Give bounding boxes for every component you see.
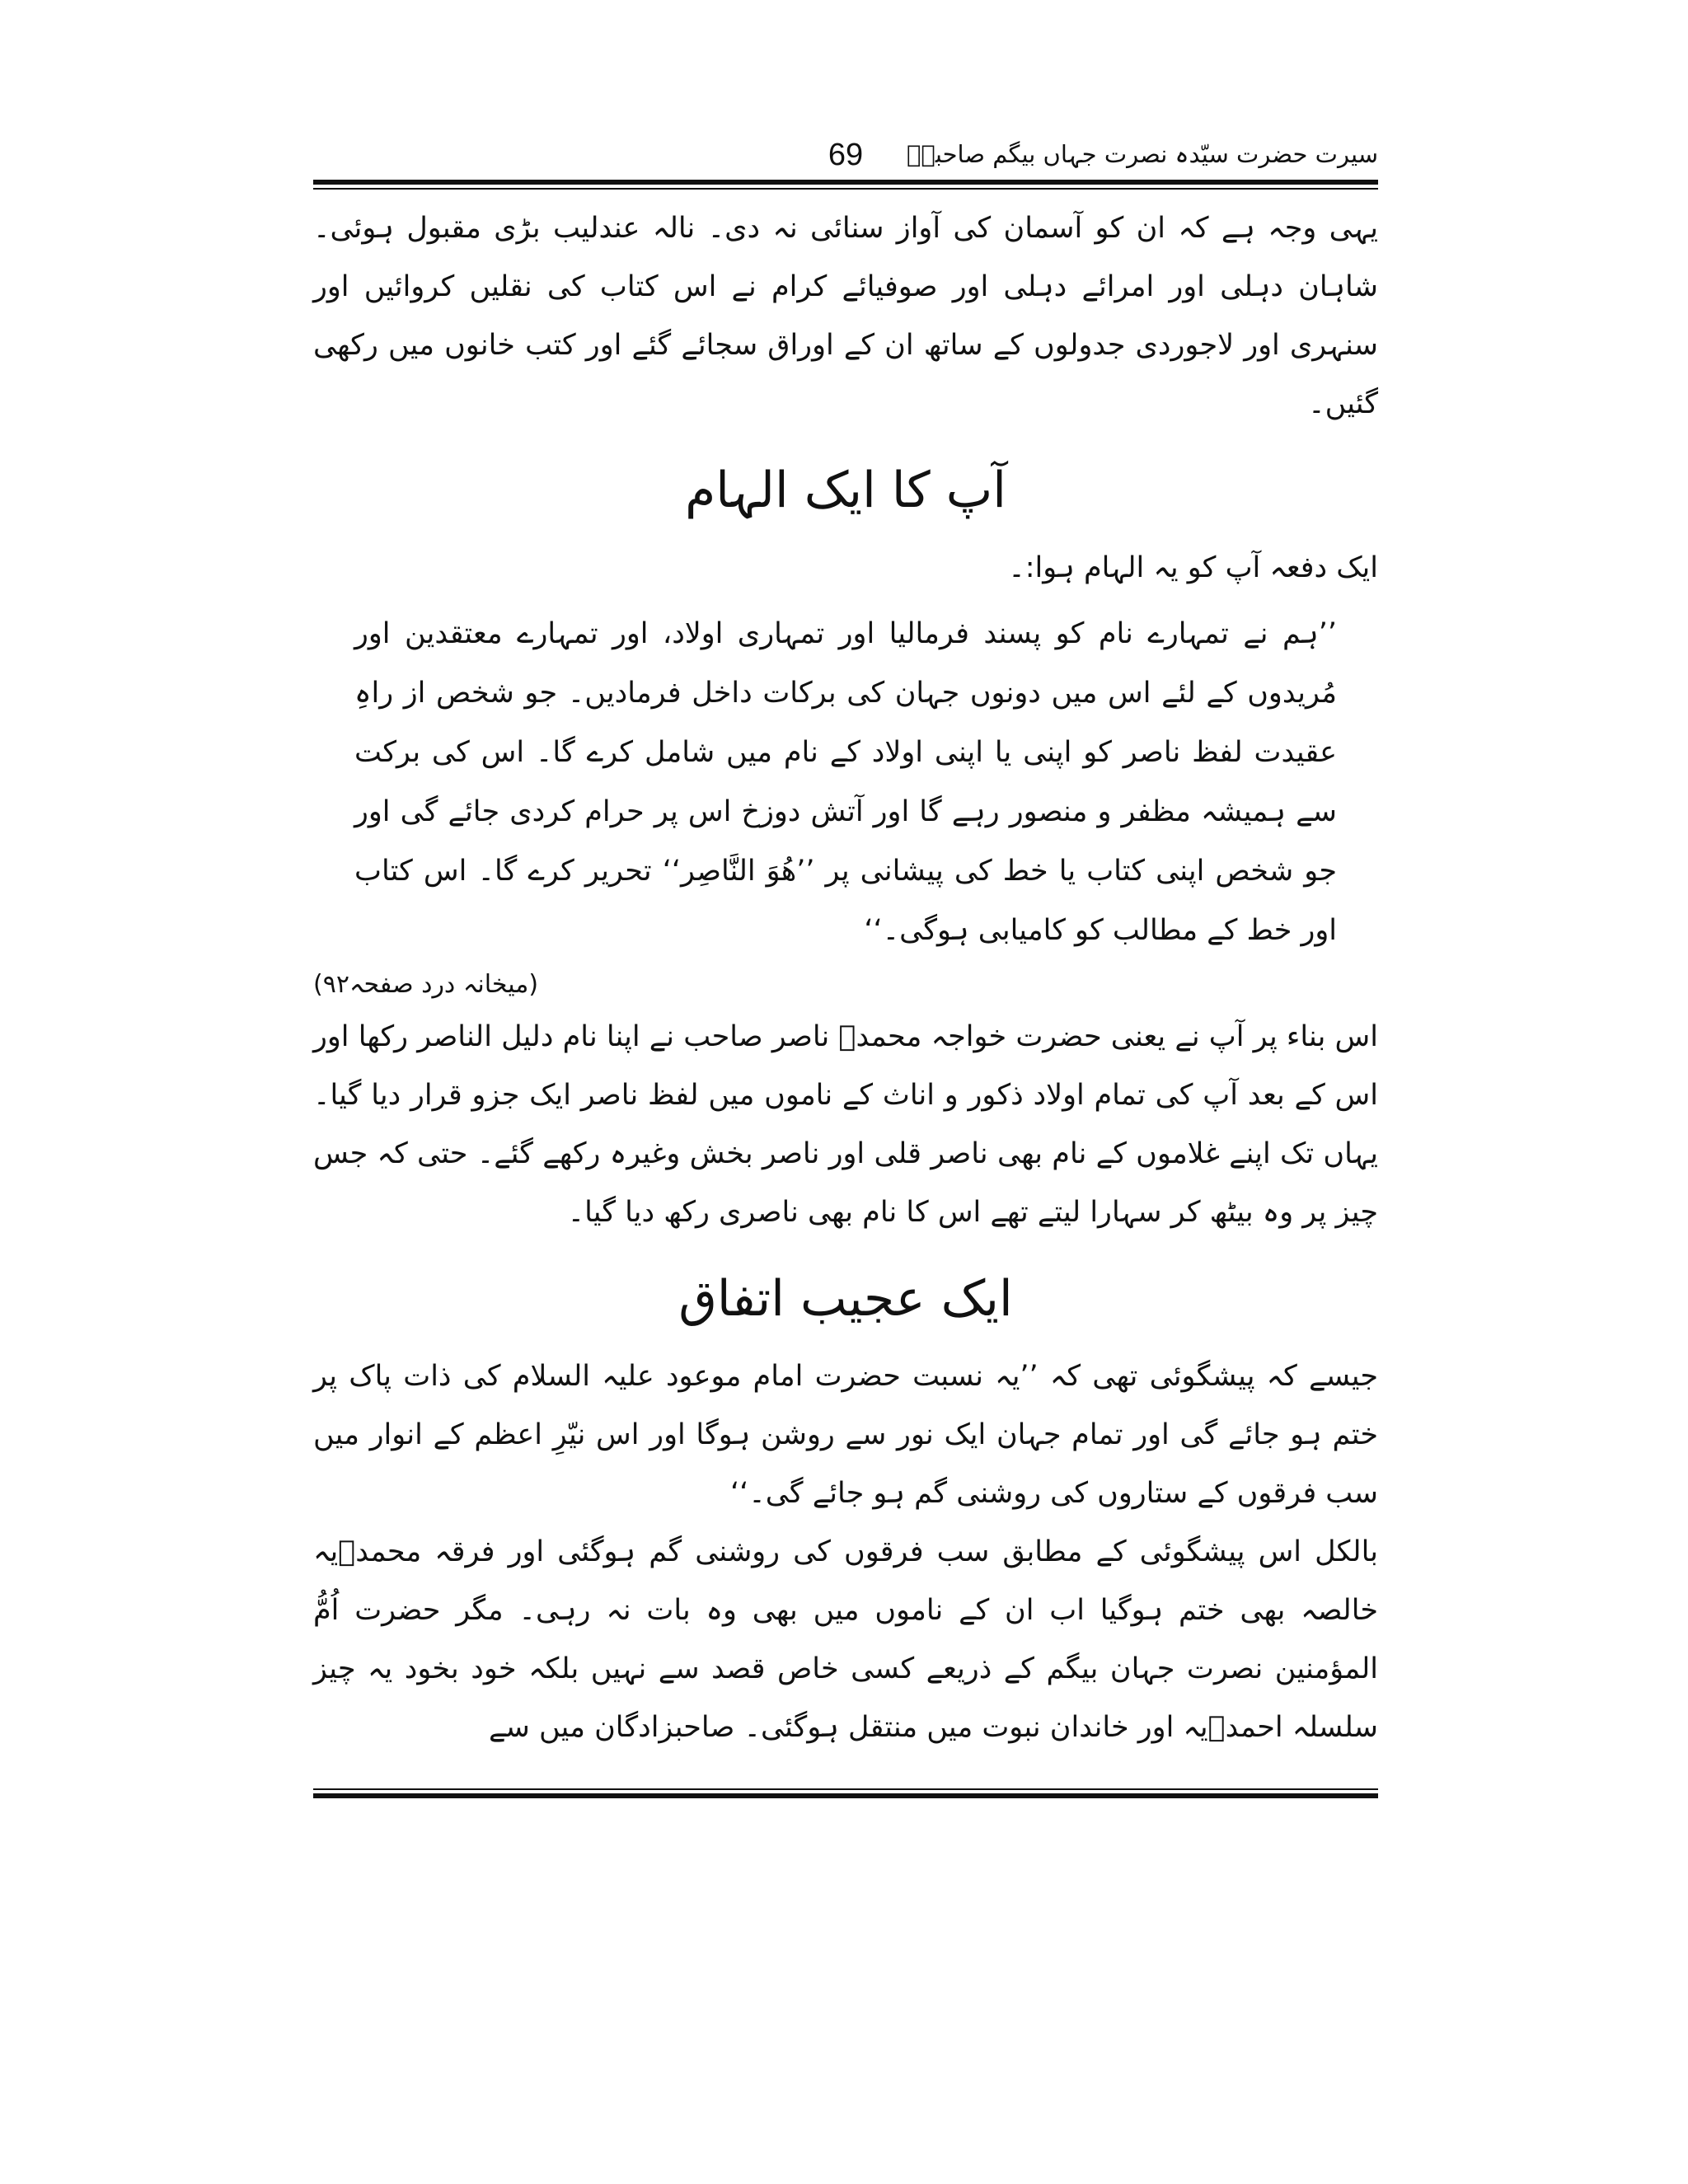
page-header <box>313 124 1378 173</box>
prophecy-paragraph: جیسے کہ پیشگوئی تھی کہ ’’یہ نسبت حضرت امام موعود علیہ السلام کی ذات پاک پر ختم ہو جائے گی اور تمام جہان ایک نور سے روشن ہوگا اور اس نیّرِ اعظم کے انوار میں سب فرقوں کے ستاروں کی روشنی گم ہو جائے گی۔‘‘ <box>313 1360 1378 1510</box>
section-heading-ilham: آپ کا ایک الہام <box>685 462 1006 519</box>
header-double-rule <box>313 180 1378 190</box>
quote-source-citation: (میخانہ درد صفحہ۹۲) <box>313 970 539 999</box>
document-page <box>313 124 1378 1798</box>
ilham-lead-line: ایک دفعہ آپ کو یہ الہام ہوا:۔ <box>1008 551 1378 584</box>
running-title: سیرت حضرت سیّدہ نصرت جہاں بیگم صاحبہؓ <box>907 140 1378 168</box>
ilham-quote: ’’ہم نے تمہارے نام کو پسند فرمالیا اور تمہاری اولاد، اور تمہارے معتقدین اور مُریدوں کے لئے اس میں دونوں جہان کی برکات داخل فرمادیں۔ جو شخص از راہِ عقیدت لفظ ناصر کو اپنی یا اپنی اولاد کے نام میں شامل کرے گا۔ اس کی برکت سے ہمیشہ مظفر و منصور رہے گا اور آتش دوزخ اس پر حرام کردی جائے گی اور جو شخص اپنی کتاب یا خط کی پیشانی پر ’’ھُوَ النَّاصِر‘‘ تحریر کرے گا۔ اس کتاب اور خط کے مطالب کو کامیابی ہوگی۔‘‘ <box>354 617 1337 947</box>
intro-paragraph: یہی وجہ ہے کہ ان کو آسمان کی آواز سنائی نہ دی۔ نالہ عندلیب بڑی مقبول ہوئی۔ شاہان دہلی اور امرائے دہلی اور صوفیائے کرام نے اس کتاب کی نقلیں کروائیں اور سنہری اور لاجوردی جدولوں کے ساتھ ان کے اوراق سجائے گئے اور کتب خانوں میں رکھی گئیں۔ <box>313 212 1378 420</box>
page-number: 69 <box>828 138 864 172</box>
naming-paragraph: اس بناء پر آپ نے یعنی حضرت خواجہ محمدؐ ناصر صاحب نے اپنا نام دلیل الناصر رکھا اور اس کے بعد آپ کی تمام اولاد ذکور و اناث کے ناموں میں لفظ ناصر ایک جزو قرار دیا گیا۔ یہاں تک اپنے غلاموں کے نام بھی ناصر قلی اور ناصر بخش وغیرہ رکھے گئے۔ حتی کہ جس چیز پر وہ بیٹھ کر سہارا لیتے تھے اس کا نام بھی ناصری رکھ دیا گیا۔ <box>313 1020 1378 1229</box>
fulfillment-paragraph: بالکل اس پیشگوئی کے مطابق سب فرقوں کی روشنی گم ہوگئی اور فرقہ محمدؐیہ خالصہ بھی ختم ہوگیا اب ان کے ناموں میں بھی وہ بات نہ رہی۔ مگر حضرت اُمُّ المؤمنین نصرت جہان بیگم کے ذریعے کسی خاص قصد سے نہیں بلکہ خود بخود یہ چیز سلسلہ احمدؐیہ اور خاندان نبوت میں منتقل ہوگئی۔ صاحبزادگان میں سے <box>313 1535 1378 1744</box>
section-heading-coincidence: ایک عجیب اتفاق <box>678 1270 1013 1328</box>
footer-double-rule <box>313 1788 1378 1798</box>
